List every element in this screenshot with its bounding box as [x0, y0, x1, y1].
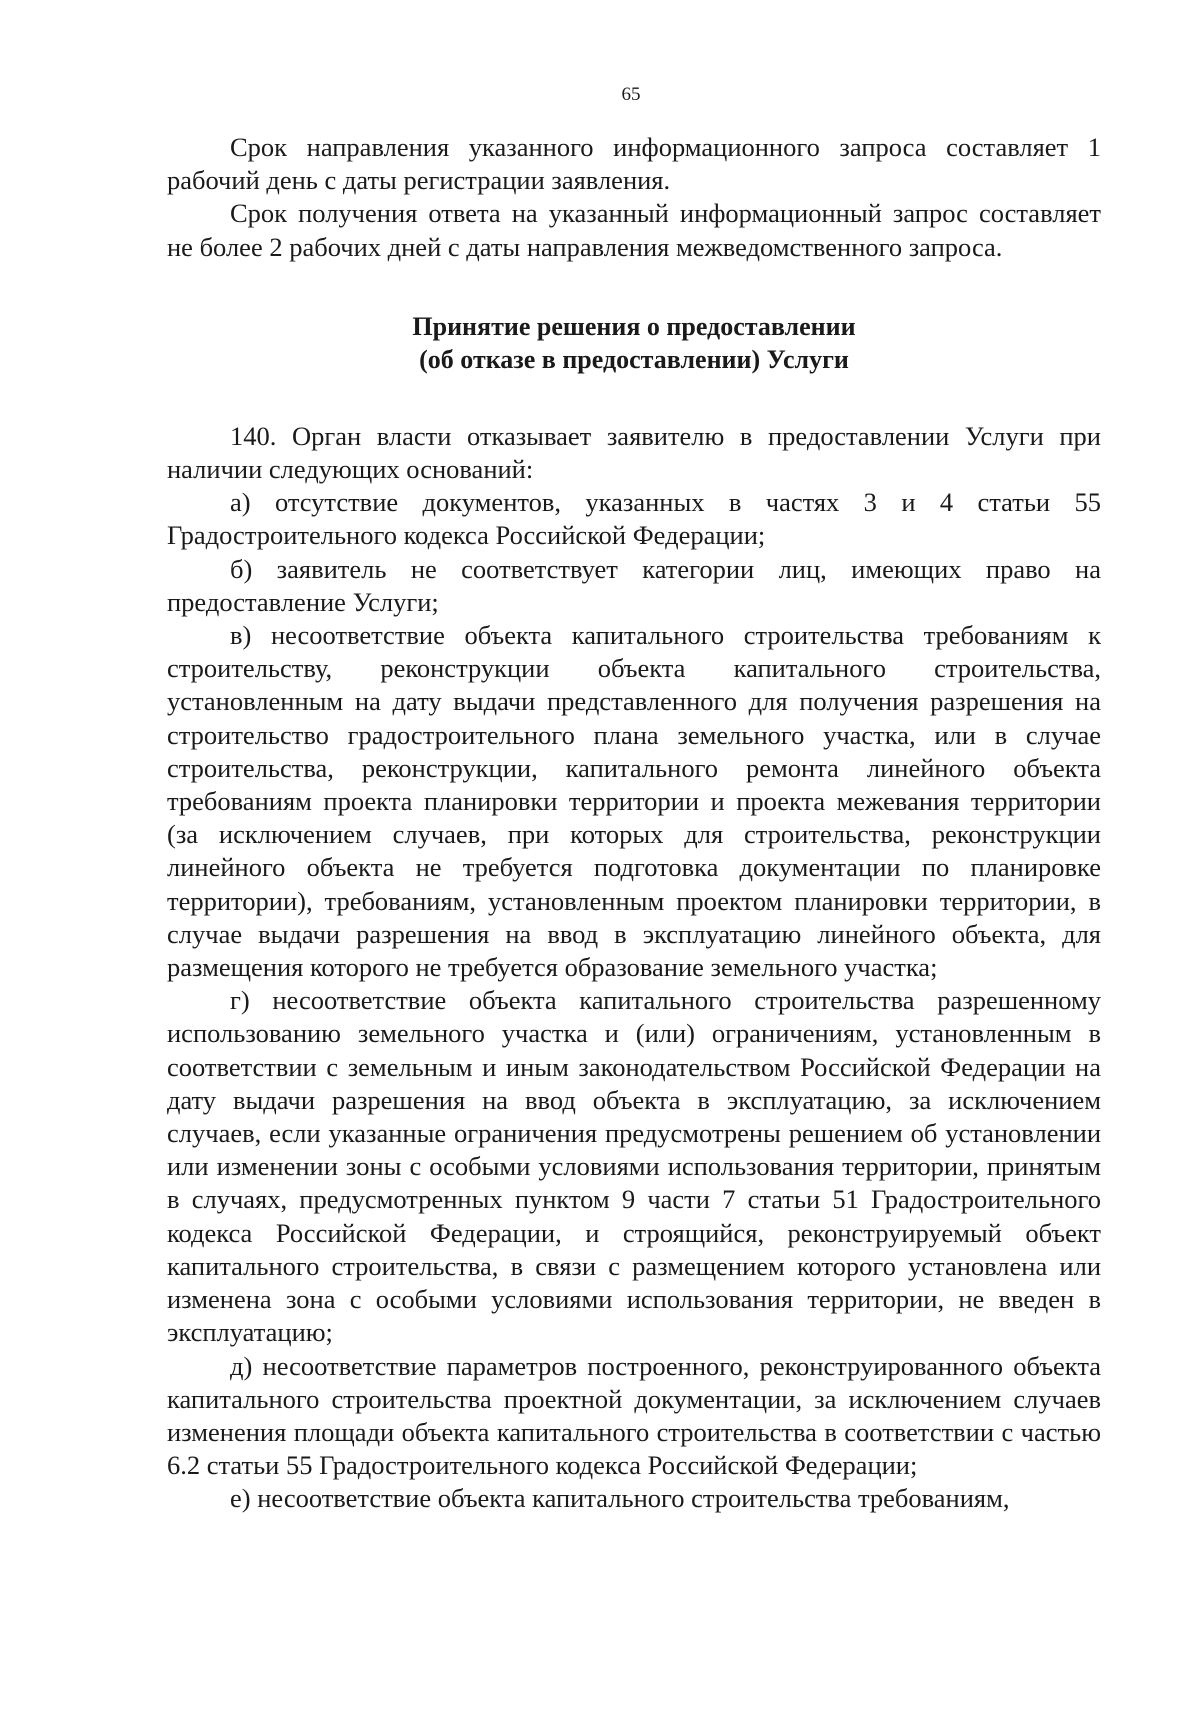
list-item-b: б) заявитель не соответствует категории лиц, имеющих право на предоставление Услуги; — [167, 553, 1101, 617]
section-heading-line-2: (об отказе в предоставлении) Услуги — [419, 344, 849, 374]
document-body — [167, 131, 1101, 1516]
section-heading-line-1: Принятие решения о предоставлении — [412, 311, 856, 341]
section-heading — [167, 310, 1101, 376]
spacer — [167, 264, 1101, 310]
paragraph-request-deadline: Срок направления указанного информационного запроса составляет 1 рабочий день с даты регистрации заявления. — [167, 132, 1101, 196]
list-item-g: г) несоответствие объекта капитального строительства разрешенному использованию земельного участка и (или) ограничениям, установленным в соответствии с земельным и иным законодательством Российской Федерации на дату выдачи разрешения на ввод объекта в эксплуатацию, за исключением случаев, если указанные ограничения предусмотрены решением об установлении или изменении зоны с особыми условиями использования территории, принятым в случаях, предусмотренных пунктом 9 части 7 статьи 51 Градостроительного кодекса Российской Федерации, и строящийся, реконструируемый объект капитального строительства, в связи с размещением которого установлена или изменена зона с особыми условиями использования территории, не введен в эксплуатацию; — [167, 985, 1101, 1348]
list-item-d: д) несоответствие параметров построенного, реконструированного объекта капитального строительства проектной документации, за исключением случаев изменения площади объекта капитального строительства в соответствии с частью 6.2 статьи 55 Градостроительного кодекса Российской Федерации; — [167, 1350, 1101, 1481]
list-item-a: а) отсутствие документов, указанных в частях 3 и 4 статьи 55 Градостроительного кодекса Российской Федерации; — [167, 487, 1101, 551]
paragraph-response-deadline: Срок получения ответа на указанный информационный запрос составляет не более 2 рабочих дней с даты направления межведомственного запроса. — [167, 198, 1101, 262]
list-item-v: в) несоответствие объекта капитального строительства требованиям к строительству, реконструкции объекта капитального строительства, установленным на дату выдачи представленного для получения разрешения на строительство градостроительного плана земельного участка, или в случае строительства, реконструкции, капитального ремонта линейного объекта требованиям проекта планировки территории и проекта межевания территории (за исключением случаев, при которых для строительства, реконструкции линейного объекта не требуется подготовка документации по планировке территории), требованиям, установленным проектом планировки территории, в случае выдачи разрешения на ввод в эксплуатацию линейного объекта, для размещения которого не требуется образование земельного участка; — [167, 620, 1101, 983]
page-number: 65 — [621, 84, 641, 105]
list-item-e: е) несоответствие объекта капитального строительства требованиям, — [230, 1483, 1010, 1514]
paragraph-clause-140: 140. Орган власти отказывает заявителю в предоставлении Услуги при наличии следующих оснований: — [167, 420, 1101, 485]
spacer — [167, 376, 1101, 420]
